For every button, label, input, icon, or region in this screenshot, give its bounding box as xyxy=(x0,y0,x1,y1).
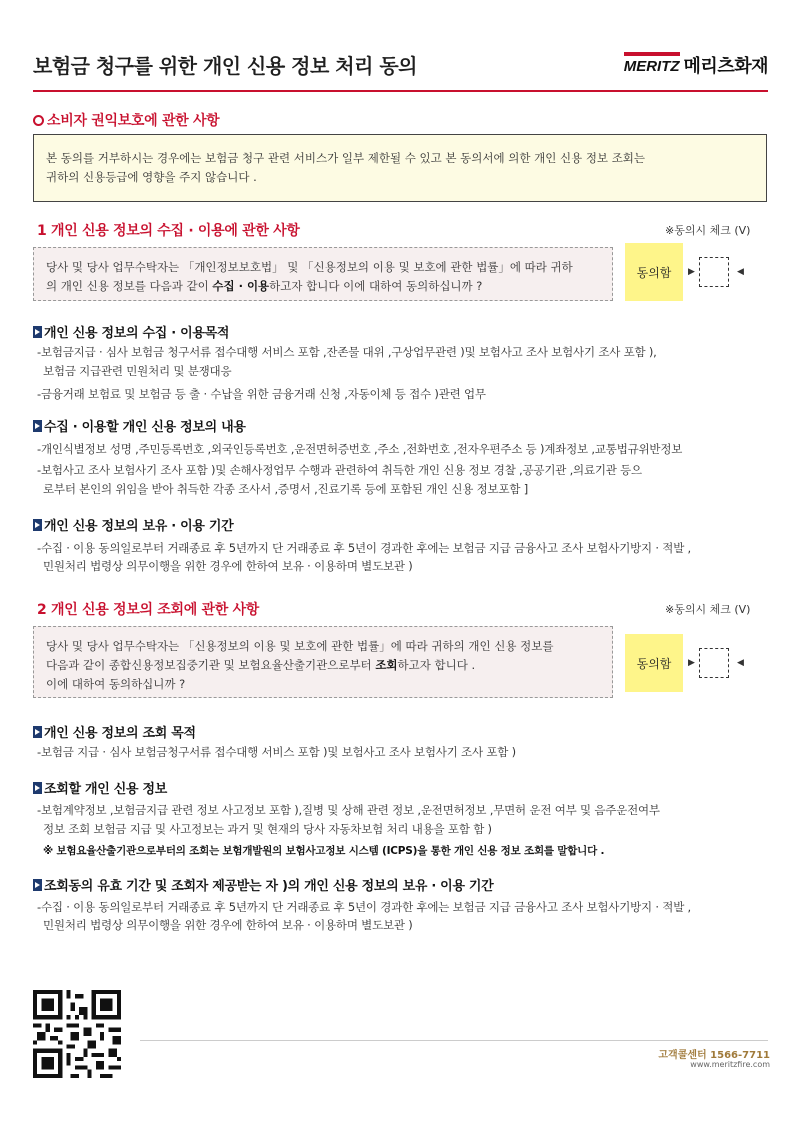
customer-center-phone: 고객콜센터 1566-7711 xyxy=(658,1050,770,1061)
bullet-arrow-icon xyxy=(33,326,42,338)
section1-period-heading: 개인 신용 정보의 보유 · 이용 기간 xyxy=(33,515,233,534)
section2-agree-label: 동의함 xyxy=(625,634,683,692)
section1-check-note: ※동의시 체크 (V) xyxy=(665,224,751,237)
section2-heading: 2 개인 신용 정보의 조회에 관한 사항 xyxy=(37,602,260,618)
section2-check-note: ※동의시 체크 (V) xyxy=(665,603,751,616)
section2-info-note: ※ 보험요율산출기관으로부터의 조회는 보험개발원의 보험사고정보 시스템 (ICPS)을 통한 개인 신용 정보 조회를 말합니다 . xyxy=(43,845,605,857)
section2-period-heading: 조회동의 유효 기간 및 조회자 제공받는 자 )의 개인 신용 정보의 보유 · 이용 기간 xyxy=(33,875,493,894)
section1-content-line-3: 로부터 본인의 위임을 받아 취득한 각종 조사서 ,증명서 ,진료기록 등에 포함된 개인 신용 정보포함 ] xyxy=(43,482,529,496)
notice-line-1: 본 동의를 거부하시는 경우에는 보험금 청구 관련 서비스가 일부 제한될 수 있고 본 동의서에 의한 개인 신용 정보 조회는 xyxy=(46,151,646,165)
consumer-notice-box xyxy=(33,134,767,202)
bullet-arrow-icon xyxy=(33,420,42,432)
company-logo xyxy=(624,52,768,78)
bullet-arrow-icon xyxy=(33,519,42,531)
section2-info-line-1: -보험계약정보 ,보험금지급 관련 정보 사고정보 포함 ),질병 및 상해 관련 정보 ,운전면허정보 ,무면허 운전 여부 및 음주운전여부 xyxy=(37,803,660,817)
arrow-left-icon: ◀ xyxy=(737,267,744,277)
section2-consent-box xyxy=(33,626,613,698)
page-title: 보험금 청구를 위한 개인 신용 정보 처리 동의 xyxy=(33,54,417,78)
section2-info-heading: 조회할 개인 신용 정보 xyxy=(33,778,167,797)
section1-box-line-2: 의 개인 신용 정보를 다음과 같이 수집 · 이용하고자 합니다 이에 대하여 동의하십니까 ? xyxy=(46,279,483,293)
section1-purpose-line-3: -금융거래 보험료 및 보험금 등 출 · 수납을 위한 금융거래 신청 ,자동이체 등 접수 )관련 업무 xyxy=(37,387,486,401)
section1-purpose-line-2: 보험금 지급관련 민원처리 및 분쟁대응 xyxy=(43,364,232,378)
section2-agree-checkbox[interactable] xyxy=(699,648,729,678)
logo-text-en: MERITZ xyxy=(624,55,680,75)
section1-consent-box xyxy=(33,247,613,301)
bullet-arrow-icon xyxy=(33,726,42,738)
section1-agree-checkbox[interactable] xyxy=(699,257,729,287)
qr-code xyxy=(33,990,121,1078)
section2-box-line-3: 이에 대하여 동의하십니까 ? xyxy=(46,677,186,691)
logo-bar xyxy=(624,52,680,56)
section1-content-line-2: -보험사고 조사 보험사기 조사 포함 )및 손해사정업무 수행과 관련하여 취득한 개인 신용 정보 경찰 ,공공기관 ,의료기관 등으 xyxy=(37,463,642,477)
section2-purpose-line-1: -보험금 지급 · 심사 보험금청구서류 접수대행 서비스 포함 )및 보험사고 조사 보험사기 조사 포함 ) xyxy=(37,745,516,759)
notice-line-2: 귀하의 신용등급에 영향을 주지 않습니다 . xyxy=(46,170,257,184)
section1-content-line-1: -개인식별정보 성명 ,주민등록번호 ,외국인등록번호 ,운전면허증번호 ,주소 ,전화번호 ,전자우편주소 등 )계좌정보 ,교통법규위반정보 xyxy=(37,442,683,456)
section2-info-line-2: 정보 조회 보험금 지급 및 사고정보는 과거 및 현재의 당사 자동차보험 처리 내용을 포함 함 ) xyxy=(43,822,492,836)
section2-period-line-2: 민원처리 법령상 의무이행을 위한 경우에 한하여 보유 · 이용하며 별도보관 ) xyxy=(43,918,413,932)
section1-content-heading: 수집 · 이용할 개인 신용 정보의 내용 xyxy=(33,416,246,435)
header xyxy=(33,50,768,86)
bullet-arrow-icon xyxy=(33,879,42,891)
section1-period-line-2: 민원처리 법령상 의무이행을 위한 경우에 한하여 보유 · 이용하며 별도보관 ) xyxy=(43,559,413,573)
circle-icon xyxy=(33,115,44,126)
section2-box-line-1: 당사 및 당사 업무수탁자는 「신용정보의 이용 및 보호에 관한 법률」에 따라 귀하의 개인 신용 정보를 xyxy=(46,639,554,653)
section2-period-line-1: -수집 · 이용 동의일로부터 거래종료 후 5년까지 단 거래종료 후 5년이 경과한 후에는 보험금 지급 금융사고 조사 보험사기방지 · 적발 , xyxy=(37,900,692,914)
arrow-left-icon: ◀ xyxy=(737,658,744,668)
section1-purpose-heading: 개인 신용 정보의 수집 · 이용목적 xyxy=(33,322,229,341)
section1-agree-label: 동의함 xyxy=(625,243,683,301)
section1-heading: 1 개인 신용 정보의 수집 · 이용에 관한 사항 xyxy=(37,223,300,239)
arrow-right-icon: ▶ xyxy=(688,658,695,668)
section1-box-line-1: 당사 및 당사 업무수탁자는 「개인정보보호법」 및 「신용정보의 이용 및 보호에 관한 법률」에 따라 귀하 xyxy=(46,260,573,274)
bullet-arrow-icon xyxy=(33,782,42,794)
section1-period-line-1: -수집 · 이용 동의일로부터 거래종료 후 5년까지 단 거래종료 후 5년이 경과한 후에는 보험금 지급 금융사고 조사 보험사기방지 · 적발 , xyxy=(37,541,692,555)
footer-divider xyxy=(140,1040,768,1041)
company-url[interactable]: www.meritzfire.com xyxy=(690,1060,770,1069)
logo-text-ko: 메리츠화재 xyxy=(683,56,768,77)
section2-purpose-heading: 개인 신용 정보의 조회 목적 xyxy=(33,722,196,741)
arrow-right-icon: ▶ xyxy=(688,267,695,277)
header-divider xyxy=(33,90,768,92)
consumer-rights-heading: 소비자 권익보호에 관한 사항 xyxy=(33,110,219,130)
section1-purpose-line-1: -보험금지급 · 심사 보험금 청구서류 접수대행 서비스 포함 ,잔존물 대위 ,구상업무관련 )및 보험사고 조사 보험사기 조사 포함 ), xyxy=(37,345,657,359)
section2-box-line-2: 다음과 같이 종합신용정보집중기관 및 보험요율산출기관으로부터 조회하고자 합니다 . xyxy=(46,658,476,672)
